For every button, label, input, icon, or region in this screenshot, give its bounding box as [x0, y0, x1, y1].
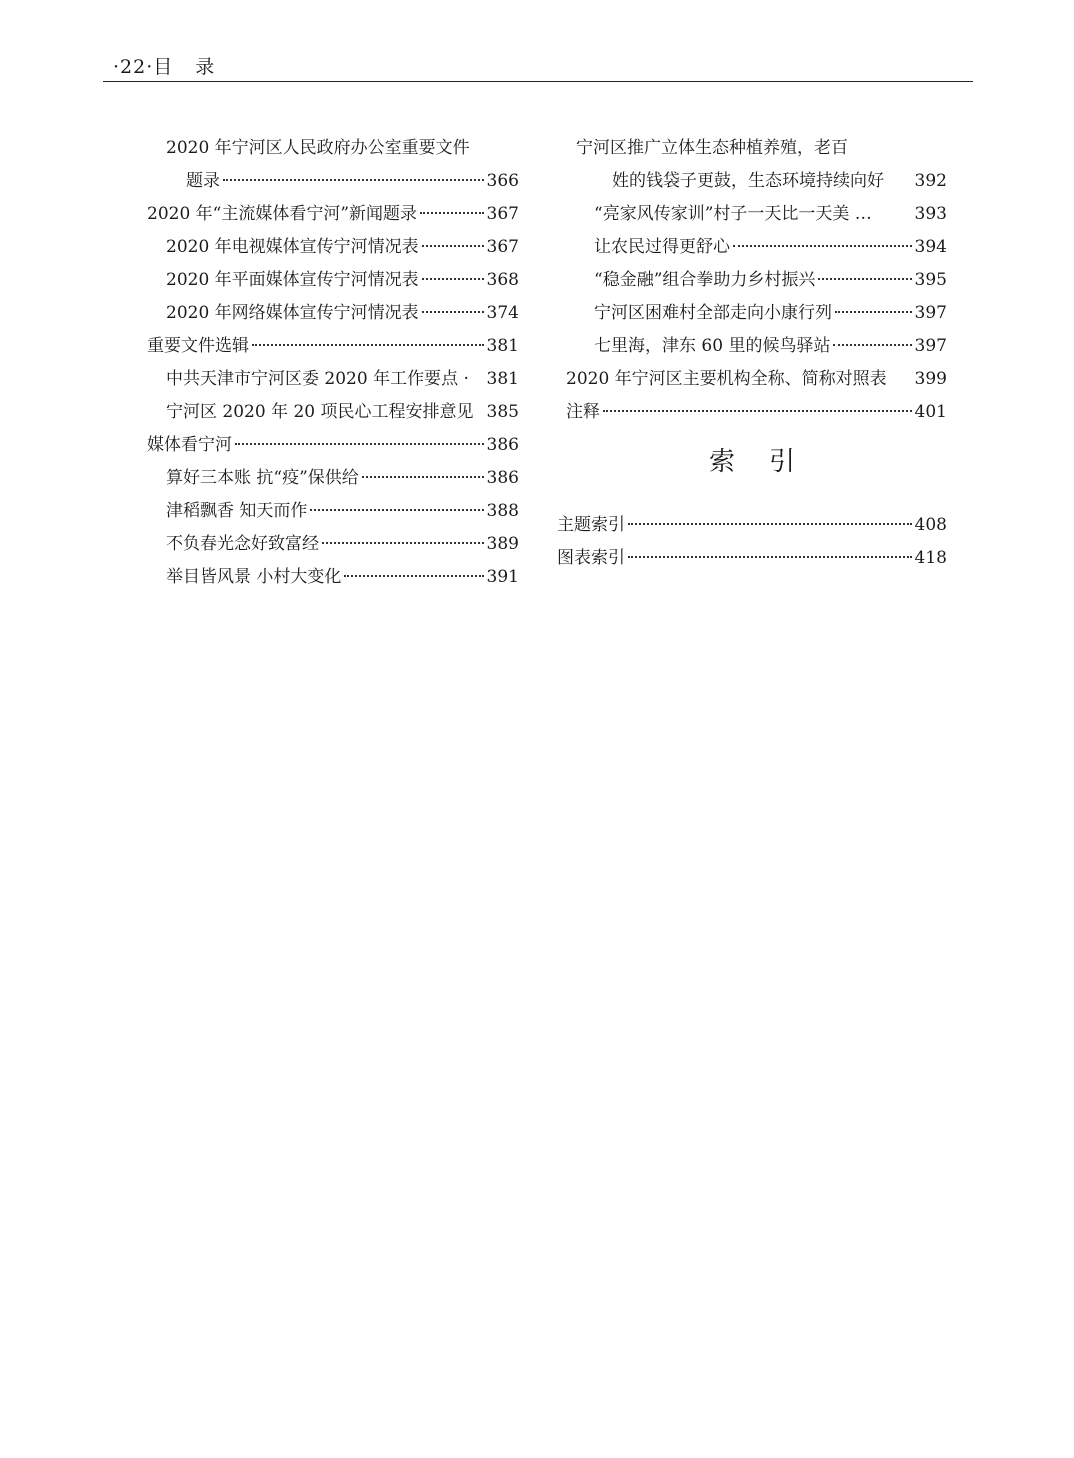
toc-entry[interactable]: [557, 165, 947, 198]
toc-entry[interactable]: [147, 264, 519, 297]
toc-entry-page: 366: [486, 171, 519, 191]
header-page-number: ·22·: [113, 56, 154, 78]
dot-leader: [362, 476, 484, 478]
toc-entry-title: 2020 年网络媒体宣传宁河情况表: [166, 303, 419, 323]
toc-entry-title: “稳金融”组合拳助力乡村振兴: [594, 270, 816, 290]
toc-entry-page: 368: [486, 270, 519, 290]
toc-left-column: [147, 132, 519, 594]
toc-entry-title: 2020 年宁河区主要机构全称、简称对照表: [566, 369, 887, 389]
toc-entry-title: 2020 年电视媒体宣传宁河情况表: [166, 237, 419, 257]
toc-entry-page: 397: [914, 303, 947, 323]
dot-leader: [252, 344, 484, 346]
toc-entry[interactable]: [147, 330, 519, 363]
toc-entry-page: 408: [914, 515, 947, 535]
toc-entry-title: 宁河区推广立体生态种植养殖，老百: [576, 138, 848, 158]
toc-entry-page: 389: [486, 534, 519, 554]
toc-entry-page: 391: [486, 567, 519, 587]
toc-entry-page: 401: [914, 402, 947, 422]
toc-entry[interactable]: [147, 528, 519, 561]
toc-entry-title: 2020 年宁河区人民政府办公室重要文件: [166, 138, 470, 158]
toc-entry-title: 注释: [566, 402, 600, 422]
toc-entry-title: 重要文件选辑: [147, 336, 249, 356]
header-text: [113, 52, 215, 79]
toc-entry[interactable]: [147, 561, 519, 594]
toc-entry-title: 让农民过得更舒心: [594, 237, 730, 257]
header-rule: [103, 81, 973, 82]
dot-leader: [344, 575, 483, 577]
toc-entry-page: 397: [914, 336, 947, 356]
toc-entry[interactable]: [147, 429, 519, 462]
dot-leader: [235, 443, 484, 445]
toc-entry-page: 399: [914, 369, 947, 389]
toc-entry-title: 宁河区困难村全部走向小康行列: [594, 303, 832, 323]
dot-leader: [733, 245, 912, 247]
dot-leader: [422, 278, 484, 280]
dot-leader: [833, 344, 911, 346]
toc-entry-title: 举目皆风景 小村大变化: [166, 567, 342, 587]
toc-entry[interactable]: [557, 396, 947, 429]
dot-leader: [422, 311, 484, 313]
toc-entry-page: 386: [486, 435, 519, 455]
toc-entry-title: 图表索引: [557, 548, 625, 568]
dot-leader: [835, 311, 912, 313]
header-title-char-2: 录: [195, 56, 216, 78]
toc-entry-title: 七里海，津东 60 里的候鸟驿站: [594, 336, 831, 356]
toc-entry-title: 姓的钱袋子更鼓，生态环境持续向好: [612, 171, 884, 191]
toc-entry[interactable]: [557, 198, 947, 231]
toc-entry-title: 不负春光念好致富经: [166, 534, 319, 554]
toc-entry[interactable]: [557, 542, 947, 575]
toc-entry-title: 津稻飘香 知天而作: [166, 501, 308, 521]
toc-entry[interactable]: [147, 363, 519, 396]
toc-entry-page: 374: [486, 303, 519, 323]
toc-entry-page: 388: [486, 501, 519, 521]
toc-entry-page: 395: [914, 270, 947, 290]
dot-leader: [322, 542, 484, 544]
toc-entry[interactable]: [557, 264, 947, 297]
toc-entry[interactable]: [557, 330, 947, 363]
toc-entry-page: 367: [486, 237, 519, 257]
toc-entry-page: 392: [914, 171, 947, 191]
toc-right-column: [557, 132, 947, 575]
toc-entry-title: 算好三本账 抗“疫”保供给: [166, 468, 359, 488]
toc-entry-page: 394: [914, 237, 947, 257]
toc-entry-page: 386: [486, 468, 519, 488]
toc-entry[interactable]: [557, 509, 947, 542]
toc-entry-page: 393: [914, 204, 947, 224]
toc-entry-title: 2020 年“主流媒体看宁河”新闻题录: [147, 204, 418, 224]
dot-leader: [628, 556, 912, 558]
toc-entry[interactable]: [557, 231, 947, 264]
toc-entry-page: 381: [486, 369, 519, 389]
toc-entry[interactable]: [557, 132, 947, 165]
toc-entry-page: 385: [486, 402, 519, 422]
running-header: [103, 50, 973, 82]
toc-entry[interactable]: [147, 231, 519, 264]
toc-entry-page: 418: [914, 548, 947, 568]
dot-leader: [603, 410, 912, 412]
toc-entry[interactable]: [557, 363, 947, 396]
toc-entry[interactable]: [147, 165, 519, 198]
toc-entry-title: “亮家风传家训”村子一天比一天美 …: [594, 204, 872, 224]
index-section-title: [557, 429, 947, 495]
index-title-char-1: 索: [708, 447, 735, 477]
dot-leader: [422, 245, 484, 247]
toc-entry-title: 主题索引: [557, 515, 625, 535]
dot-leader: [628, 523, 912, 525]
toc-entry[interactable]: [147, 132, 519, 165]
toc-entry[interactable]: [147, 198, 519, 231]
toc-entry[interactable]: [147, 462, 519, 495]
toc-entry[interactable]: [147, 396, 519, 429]
toc-entry-title: 中共天津市宁河区委 2020 年工作要点 ·: [166, 369, 469, 389]
toc-entry-page: 381: [486, 336, 519, 356]
toc-entry-title: 宁河区 2020 年 20 项民心工程安排意见: [166, 402, 474, 422]
toc-entry-title: 题录: [186, 171, 220, 191]
toc-entry-title: 媒体看宁河: [147, 435, 232, 455]
toc-entry-title: 2020 年平面媒体宣传宁河情况表: [166, 270, 419, 290]
header-title-char-1: 目: [153, 56, 174, 78]
dot-leader: [420, 212, 483, 214]
toc-entry[interactable]: [557, 297, 947, 330]
dot-leader: [223, 179, 484, 181]
toc-entry-page: 367: [486, 204, 519, 224]
toc-entry[interactable]: [147, 495, 519, 528]
dot-leader: [310, 509, 483, 511]
dot-leader: [818, 278, 911, 280]
index-title-char-2: 引: [769, 447, 796, 477]
toc-entry[interactable]: [147, 297, 519, 330]
